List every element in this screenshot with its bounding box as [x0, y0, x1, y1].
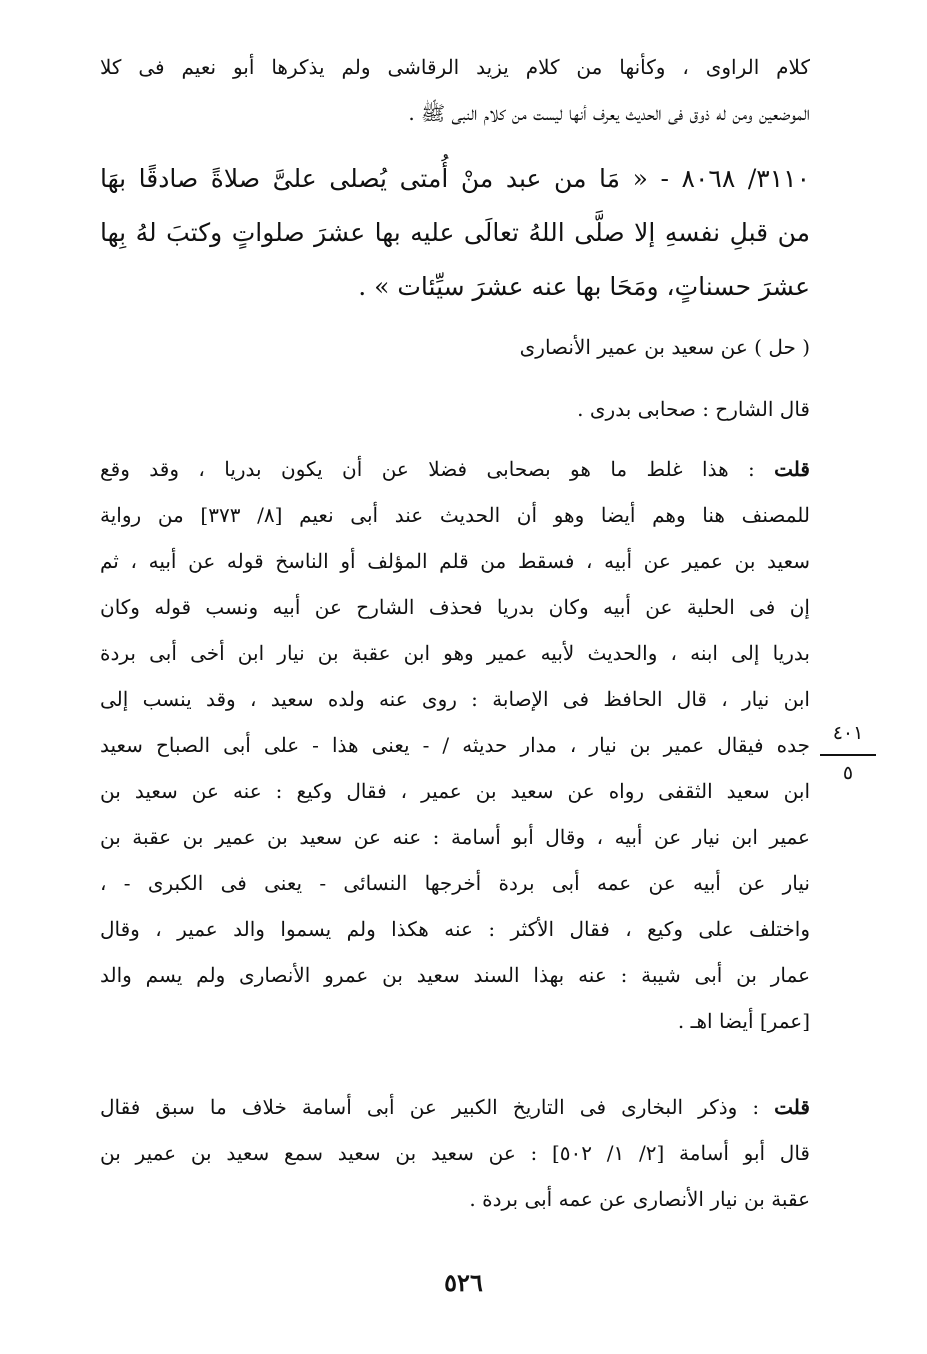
text-line: نيار عن أبيه عن عمه أبى بردة أخرجها النسائى - يعنى فى الكبرى - ،: [100, 871, 810, 895]
text-line: [100, 446, 810, 492]
text-segment: : وذكر البخارى فى التاريخ الكبير عن أبى أسامة خلاف ما سبق فقال: [100, 1095, 775, 1119]
sharih-comment: [100, 386, 810, 432]
hadith-source: [100, 324, 810, 370]
hadith-line: من قبلِ نفسهِ إلا صلَّى اللهُ تعالَى عليه بها عشرَ صلواتٍ وكتبَ لهُ بِها: [100, 218, 810, 247]
qultu-paragraph-2: [100, 1084, 810, 1222]
text-line: الموضعين ومن له ذوق فى الحديث يعرف أنها ليست من كلام النبى ﷺ .: [408, 101, 810, 125]
hadith-line: ٣١١٠/ ٨٠٦٨ - « مَا من عبد منْ أُمتى يُصلى علىَّ صلاةً صادقًا بهَا: [100, 164, 810, 193]
text-line: قال أبو أسامة [٢/ ١/ ٥٠٢] : عن سعيد بن سعيد سمع سعيد بن عمير بن: [100, 1141, 810, 1165]
qultu-label: قلت: [774, 457, 810, 481]
margin-divider: [820, 754, 876, 756]
intro-paragraph: [100, 44, 810, 136]
margin-page-reference: [818, 720, 878, 786]
text-line: واختلف على وكيع ، فقال الأكثر : عنه هكذا ولم يسموا والد عمير ، وقال: [100, 917, 810, 941]
text-line: [100, 1084, 810, 1130]
text-line: ابن نيار ، قال الحافظ فى الإصابة : روى عنه ولده سعيد ، وقد ينسب إلى: [100, 687, 810, 711]
text-line: عمار بن أبى شيبة : عنه بهذا السند سعيد بن عمرو الأنصارى ولم يسم والد: [100, 963, 810, 987]
text-line: بدريا إلى ابنه ، والحديث لأبيه عمير وهو ابن عقبة بن نيار ابن أخى أبى بردة: [100, 641, 810, 665]
qultu-paragraph-1: [100, 446, 810, 1044]
text-line: عقبة بن نيار الأنصارى عن عمه أبى بردة .: [469, 1187, 810, 1211]
page-number: ٥٢٦: [444, 1268, 483, 1297]
margin-part: ٥: [842, 762, 854, 784]
text-line: كلام الراوى ، وكأنها من كلام يزيد الرقاشى ولم يذكرها أبو نعيم فى كلا: [100, 55, 810, 79]
text-line: جده فيقال عمير بن نيار ، مدار حديثه / - يعنى هذا - على أبى الصباح سعيد: [100, 733, 810, 757]
text-line: ابن سعيد الثقفى رواه عن سعيد بن عمير ، فقال وكيع : عنه عن سعيد بن: [100, 779, 810, 803]
text-line: [عمر] أيضا اهـ .: [677, 1009, 810, 1033]
text-line: سعيد بن عمير عن أبيه ، فسقط من قلم المؤلف أو الناسخ قوله عن أبيه ، ثم: [100, 549, 810, 573]
text-line: عمير ابن نيار عن أبيه ، وقال أبو أسامة : عنه عن سعيد بن عمير بن عقبة بن: [100, 825, 810, 849]
hadith-text: [100, 152, 810, 314]
hadith-line: عشرَ حسناتٍ، ومَحَا بها عنه عشرَ سيِّئات » .: [358, 272, 810, 301]
text-line: إن فى الحلية عن أبيه وكان بدريا فحذف الشارح عن أبيه ونسب قوله وكان: [100, 595, 810, 619]
margin-volume-page: ٤٠١: [832, 722, 864, 744]
text-segment: : هذا غلط ما هو بصحابى فضلا عن أن يكون بدريا ، وقد وقع: [100, 457, 775, 481]
sharih-line: قال الشارح : صحابى بدرى .: [577, 397, 810, 421]
source-line: ( حل ) عن سعيد بن عمير الأنصارى: [519, 335, 810, 359]
text-line: للمصنف هنا وهم أيضا وهو أن الحديث عند أبى نعيم [٨/ ٣٧٣] من رواية: [100, 503, 810, 527]
qultu-label: قلت: [774, 1095, 810, 1119]
